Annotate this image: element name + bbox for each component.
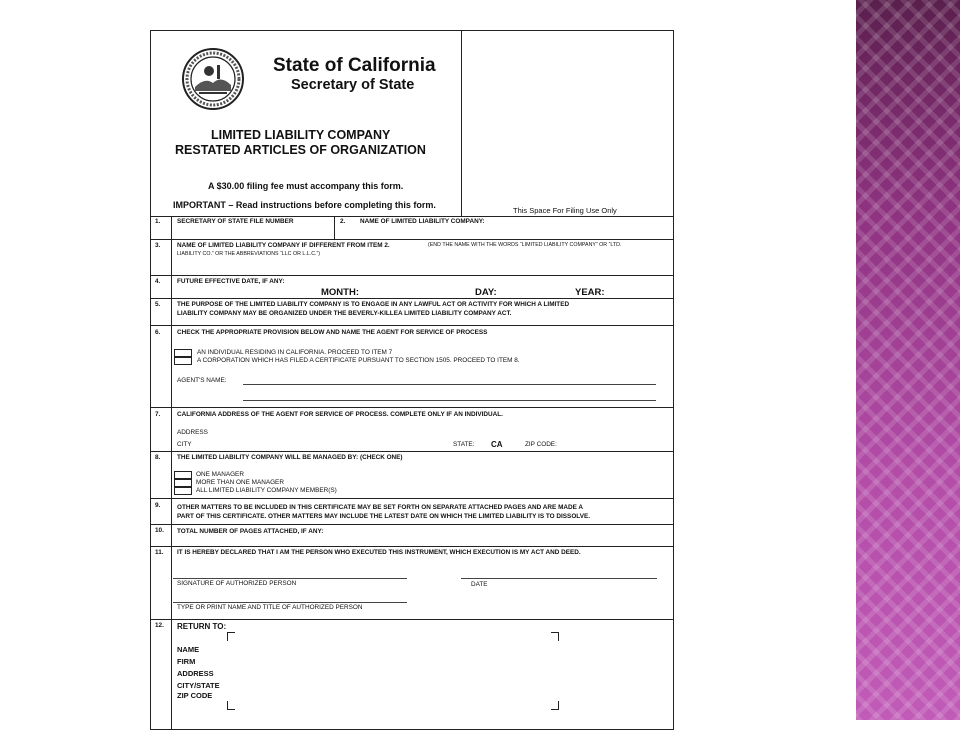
item12-number: 12. xyxy=(155,622,164,629)
row-divider xyxy=(151,546,673,547)
return-city-state-label: CITY/STATE xyxy=(177,681,220,690)
office-name: Secretary of State xyxy=(291,77,415,93)
decorative-side-panel xyxy=(856,0,960,720)
state-name: State of California xyxy=(273,55,436,76)
state-value: CA xyxy=(491,440,503,449)
filing-fee-note: A $30.00 filing fee must accompany this form. xyxy=(208,181,404,191)
item6-label: CHECK THE APPROPRIATE PROVISION BELOW AND NAME THE AGENT FOR SERVICE OF PROCESS xyxy=(177,329,488,336)
form-title-line2: RESTATED ARTICLES OF ORGANIZATION xyxy=(175,143,426,157)
multiple-managers-option: MORE THAN ONE MANAGER xyxy=(196,479,284,486)
item6-corporation-checkbox[interactable] xyxy=(174,357,192,365)
item9-number: 9. xyxy=(155,502,161,509)
return-address-label: ADDRESS xyxy=(177,669,214,678)
item4-label: FUTURE EFFECTIVE DATE, IF ANY: xyxy=(177,278,285,285)
all-members-checkbox[interactable] xyxy=(174,487,192,495)
agent-name-line-2[interactable] xyxy=(243,400,656,401)
one-manager-option: ONE MANAGER xyxy=(196,471,244,478)
date-line[interactable] xyxy=(461,578,657,579)
item2-number: 2. xyxy=(340,218,346,225)
form-title-line1: LIMITED LIABILITY COMPANY xyxy=(211,128,391,142)
row-divider xyxy=(151,325,673,326)
item4-number: 4. xyxy=(155,278,161,285)
return-firm-label: FIRM xyxy=(177,657,196,666)
item1-2-divider xyxy=(334,216,335,239)
agent-name-label: AGENT'S NAME: xyxy=(177,377,227,384)
return-name-label: NAME xyxy=(177,645,200,654)
agent-name-line[interactable] xyxy=(243,384,656,385)
return-box-corner xyxy=(551,632,559,641)
item6-number: 6. xyxy=(155,329,161,336)
signature-line[interactable] xyxy=(173,578,407,579)
row-divider xyxy=(151,498,673,499)
return-box-corner xyxy=(551,701,559,710)
item6-option-individual: AN INDIVIDUAL RESIDING IN CALIFORNIA. PROCEED TO ITEM 7 xyxy=(197,349,393,356)
important-note: IMPORTANT – Read instructions before completing this form. xyxy=(173,200,436,210)
return-box-corner xyxy=(227,701,235,710)
all-members-option: ALL LIMITED LIABILITY COMPANY MEMBER(S) xyxy=(196,487,337,494)
item1-number: 1. xyxy=(155,218,161,225)
print-name-line[interactable] xyxy=(173,602,407,603)
row-divider xyxy=(151,619,673,620)
item7-label: CALIFORNIA ADDRESS OF THE AGENT FOR SERVICE OF PROCESS. COMPLETE ONLY IF AN INDIVIDUAL. xyxy=(177,411,503,418)
item11-number: 11. xyxy=(155,549,164,556)
item10-number: 10. xyxy=(155,527,164,534)
multiple-managers-checkbox[interactable] xyxy=(174,479,192,487)
print-name-label: TYPE OR PRINT NAME AND TITLE OF AUTHORIZED PERSON xyxy=(177,604,363,611)
item5-line1: THE PURPOSE OF THE LIMITED LIABILITY COMPANY IS TO ENGAGE IN ANY LAWFUL ACT OR ACTIVITY FOR WHICH A LIMITED xyxy=(177,301,570,308)
item9-line2: PART OF THIS CERTIFICATE. OTHER MATTERS MAY INCLUDE THE LATEST DATE ON WHICH THE LIMITED LIABILITY IS TO DISSOLVE. xyxy=(177,513,591,520)
item3-note-line2: LIABILITY CO.” OR THE ABBREVIATIONS “LLC OR L.L.C.”) xyxy=(177,251,321,257)
row-divider xyxy=(151,451,673,452)
row-divider xyxy=(151,216,673,217)
item4-day-label: DAY: xyxy=(475,287,497,298)
row-divider xyxy=(151,275,673,276)
item10-label: TOTAL NUMBER OF PAGES ATTACHED, IF ANY: xyxy=(177,528,324,535)
item7-number: 7. xyxy=(155,411,161,418)
item11-label: IT IS HEREBY DECLARED THAT I AM THE PERSON WHO EXECUTED THIS INSTRUMENT, WHICH EXECUTION IS MY ACT AND DEED. xyxy=(177,549,581,556)
signature-label: SIGNATURE OF AUTHORIZED PERSON xyxy=(177,580,297,587)
filing-space-label: This Space For Filing Use Only xyxy=(513,206,617,215)
address-label: ADDRESS xyxy=(177,429,208,436)
item2-label: NAME OF LIMITED LIABILITY COMPANY: xyxy=(360,218,485,225)
one-manager-checkbox[interactable] xyxy=(174,471,192,479)
item4-month-label: MONTH: xyxy=(321,287,359,298)
row-divider xyxy=(151,298,673,299)
item4-year-label: YEAR: xyxy=(575,287,605,298)
item6-individual-checkbox[interactable] xyxy=(174,349,192,357)
row-divider xyxy=(151,239,673,240)
zip-code-label: ZIP CODE: xyxy=(525,441,557,448)
state-seal-icon xyxy=(181,47,245,111)
date-label: DATE xyxy=(471,581,488,588)
item1-label: SECRETARY OF STATE FILE NUMBER xyxy=(177,218,294,225)
item5-number: 5. xyxy=(155,301,161,308)
return-zip-code-label: ZIP CODE xyxy=(177,691,213,700)
item3-label: NAME OF LIMITED LIABILITY COMPANY IF DIFFERENT FROM ITEM 2. xyxy=(177,242,390,249)
item6-option-corporation: A CORPORATION WHICH HAS FILED A CERTIFICATE PURSUANT TO SECTION 1505. PROCEED TO ITEM 8. xyxy=(197,357,520,364)
number-column-divider xyxy=(171,216,172,730)
item9-line1: OTHER MATTERS TO BE INCLUDED IN THIS CERTIFICATE MAY BE SET FORTH ON SEPARATE ATTACHED PAGES AND ARE MADE A xyxy=(177,504,584,511)
city-label: CITY xyxy=(177,441,192,448)
llc-restated-articles-form xyxy=(150,30,674,730)
row-divider xyxy=(151,524,673,525)
item3-number: 3. xyxy=(155,242,161,249)
item5-line2: LIABILITY COMPANY MAY BE ORGANIZED UNDER THE BEVERLY-KILLEA LIMITED LIABILITY COMPANY ACT. xyxy=(177,310,512,317)
item8-label: THE LIMITED LIABILITY COMPANY WILL BE MANAGED BY: (CHECK ONE) xyxy=(177,454,403,461)
item3-note: (END THE NAME WITH THE WORDS “LIMITED LIABILITY COMPANY” OR “LTD. xyxy=(428,242,622,248)
row-divider xyxy=(151,407,673,408)
header-divider xyxy=(461,31,462,216)
return-box-corner xyxy=(227,632,235,641)
state-label: STATE: xyxy=(453,441,475,448)
item8-number: 8. xyxy=(155,454,161,461)
return-to-label: RETURN TO: xyxy=(177,622,227,631)
